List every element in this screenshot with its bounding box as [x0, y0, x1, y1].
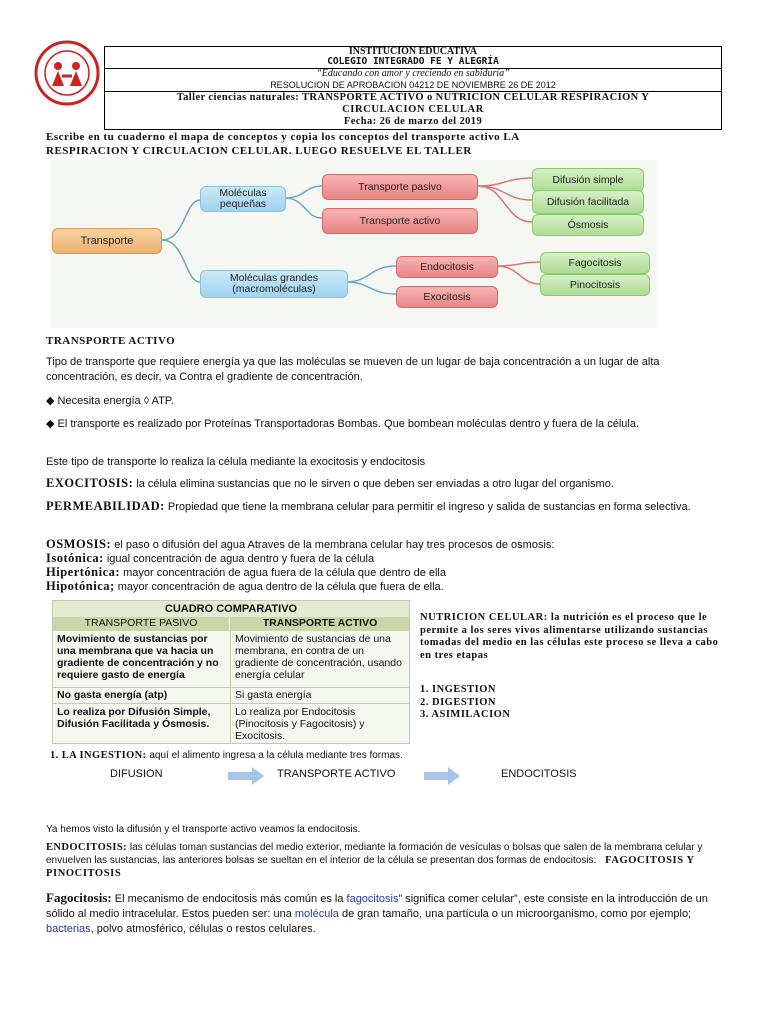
comparison-r2-pasivo: No gasta energía (atp) — [57, 689, 168, 701]
table-divider — [53, 703, 409, 704]
hipotonica-term: Hipotónica; — [46, 579, 115, 593]
nutrition-text: NUTRICION CELULAR: la nutrición es el proceso que le permite a los seres vivos alimentarse utilizando sustancias tomadas del medio en las células este proceso se lleva a cabo en tres etapas — [420, 612, 719, 661]
endocytosis-definition — [46, 841, 726, 880]
header-motto-cell — [105, 69, 721, 92]
osmosis-definition — [46, 537, 726, 552]
concept-map — [50, 160, 658, 328]
comparison-col-pasivo: TRANSPORTE PASIVO — [53, 617, 229, 631]
map-node-difusion-simple: Difusión simple — [532, 168, 644, 192]
instructions — [46, 130, 736, 158]
nutrition-step-digestion: 2. DIGESTION — [420, 696, 497, 708]
fagocitosis-link[interactable]: fagocitosis — [346, 893, 399, 905]
permeabilidad-text: Propiedad que tiene la membrana celular para permitir el ingreso y salida de sustancias en forma selectiva. — [167, 501, 691, 513]
isotonica-definition — [46, 551, 726, 566]
active-transport-bullet-energy: ◆ Necesita energía ◊ ATP. — [46, 395, 174, 407]
map-node-endocitosis: Endocitosis — [396, 256, 498, 278]
header-title-cell — [105, 47, 721, 69]
permeabilidad-term: PERMEABILIDAD: — [46, 499, 165, 513]
arrow-right-icon — [228, 767, 264, 785]
comparison-r3-pasivo: Lo realiza por Difusión Simple, Difusión Facilitada y Ósmosis. — [57, 706, 211, 730]
hipertonica-definition — [46, 565, 726, 580]
arrow-right-icon — [424, 767, 460, 785]
exocitosis-text: la célula elimina sustancias que no le sirven o que deben ser enviadas a otro lugar del organismo. — [136, 478, 614, 490]
active-transport-bullet-proteins: ◆ El transporte es realizado por Proteínas Transportadoras Bombas. Que bombean moléculas dentro y fuera de la célula. — [46, 418, 640, 430]
map-node-moleculas-pequenas: Moléculas pequeñas — [200, 186, 286, 212]
school-motto: “Educando con amor y creciendo en sabiduría” — [316, 68, 510, 79]
school-logo — [34, 40, 100, 106]
fagocitosis-text-a: El mecanismo de endocitosis más común es la — [114, 893, 344, 905]
isotonica-text: igual concentración de agua dentro y fuera de la célula — [106, 553, 375, 565]
map-node-pinocitosis: Pinocitosis — [540, 274, 650, 296]
school-name: COLEGIO INTEGRADO FE Y ALEGRÍA — [327, 56, 499, 67]
map-node-difusion-facilitada: Difusión facilitada — [532, 190, 644, 214]
fagocitosis-text-d: , polvo atmosférico, células o restos celulares. — [90, 923, 316, 935]
comparison-col-activo: TRANSPORTE ACTIVO — [231, 617, 409, 631]
workshop-subtitle: CIRCULACION CELULAR — [342, 104, 484, 115]
resolution-text: RESOLUCION DE APROBACION 04212 DE NOVIEMBRE 26 DE 2012 — [270, 79, 556, 90]
endocytosis-text: las células toman sustancias del medio exterior, mediante la formación de vesículas o bolsas que salen de la membrana celular y envuelven las sustancias, las anteriores bolsas se sueltan en el interior de la célula se presentan dos formas de endocitosis: — [46, 842, 703, 866]
ingestion-heading: 1. LA INGESTION: — [50, 750, 147, 761]
nutrition-step-asimilacion: 3. ASIMILACION — [420, 709, 511, 720]
endocytosis-intro: Ya hemos visto la difusión y el transporte activo veamos la endocitosis. — [46, 824, 361, 835]
ingestion-form-endocitosis: ENDOCITOSIS — [501, 768, 577, 780]
header-table — [104, 46, 722, 130]
header-workshop-cell — [105, 92, 721, 129]
comparison-table-title: CUADRO COMPARATIVO — [53, 601, 409, 617]
hipotonica-text: mayor concentración de agua dentro de la célula que fuera de ella. — [117, 581, 444, 593]
bacterias-link[interactable]: bacterias — [46, 923, 91, 935]
fagocitosis-term: Fagocitosis: — [46, 890, 112, 905]
workshop-date: Fecha: 26 de marzo del 2019 — [343, 116, 483, 127]
map-node-osmosis: Ósmosis — [532, 214, 644, 236]
comparison-r1-pasivo: Movimiento de sustancias por una membrana que va hacia un gradiente de concentración y no requiere gasto de energía — [57, 633, 219, 681]
ingestion-text: aquí el alimento ingresa a la célula mediante tres formas. — [149, 750, 403, 761]
comparison-table — [52, 600, 410, 744]
workshop-title: Taller ciencias naturales: TRANSPORTE ACTIVO o NUTRICIÓN CELULAR RESPIRACION Y — [176, 92, 650, 103]
map-node-transporte-activo: Transporte activo — [322, 208, 478, 234]
ingestion-line — [50, 748, 730, 763]
comparison-r1-activo: Movimiento de sustancias de una membrana, en contra de un gradiente de concentración, usando energía celular — [235, 633, 402, 681]
instructions-line-1: Escribe en tu cuaderno el mapa de conceptos y copia los conceptos del transporte activo LA — [46, 131, 520, 143]
permeabilidad-definition — [46, 499, 726, 515]
institution-name: INSTITUCION EDUCATIVA — [348, 46, 478, 57]
fagocitosis-definition — [46, 890, 726, 937]
active-transport-note: Este tipo de transporte lo realiza la célula mediante la exocitosis y endocitosis — [46, 456, 426, 468]
comparison-r2-activo: Si gasta energía — [235, 689, 312, 701]
exocitosis-term: EXOCITOSIS: — [46, 476, 134, 490]
instructions-line-2: RESPIRACION Y CIRCULACION CELULAR. LUEGO RESUELVE EL TALLER — [46, 145, 472, 157]
nutrition-steps — [420, 684, 720, 722]
table-divider — [53, 687, 409, 688]
fagocitosis-text-c: de gran tamaño, una partícula o un microorganismo, como por ejemplo; — [341, 908, 692, 920]
comparison-r3-activo: Lo realiza por Endocitosis (Pinocitosis y Fagocitosis) y Exocitosis. — [235, 706, 365, 742]
map-node-transporte: Transporte — [52, 228, 162, 254]
active-transport-definition: Tipo de transporte que requiere energía ya que las moléculas se mueven de un lugar de baja concentración a un lugar de alta concentración, es decir, va Contra el gradiente de concentración. — [46, 356, 660, 383]
osmosis-term: OSMOSIS: — [46, 537, 112, 551]
map-node-exocitosis: Exocitosis — [396, 286, 498, 308]
map-node-transporte-pasivo: Transporte pasivo — [322, 174, 478, 200]
hipertonica-text: mayor concentración de agua fuera de la célula que dentro de ella — [123, 567, 446, 579]
exocitosis-definition — [46, 476, 726, 492]
hipotonica-definition — [46, 579, 726, 594]
nutrition-step-ingestion: 1. INGESTION — [420, 684, 497, 695]
osmosis-text: el paso o difusión del agua Atraves de la membrana celular hay tres procesos de osmosis: — [114, 539, 555, 551]
active-transport-heading: TRANSPORTE ACTIVO — [46, 335, 176, 347]
map-node-fagocitosis: Fagocitosis — [540, 252, 650, 274]
endocytosis-term: ENDOCITOSIS: — [46, 842, 128, 853]
endocytosis-forms: FAGOCITOSIS Y PINOCITOSIS — [46, 855, 695, 879]
fagocitosis-text-b: ” significa comer celular”, este consiste en la introducción de un sólido al medio intracelular. Estos pueden ser: una — [46, 893, 708, 920]
ingestion-form-transporte-activo: TRANSPORTE ACTIVO — [277, 768, 396, 780]
map-node-moleculas-grandes: Moléculas grandes (macromoléculas) — [200, 270, 348, 298]
ingestion-form-difusion: DIFUSION — [110, 768, 163, 780]
isotonica-term: Isotónica: — [46, 551, 104, 565]
hipertonica-term: Hipertónica: — [46, 565, 121, 579]
molecula-link[interactable]: molécula — [294, 908, 339, 920]
table-column-divider — [230, 617, 231, 743]
